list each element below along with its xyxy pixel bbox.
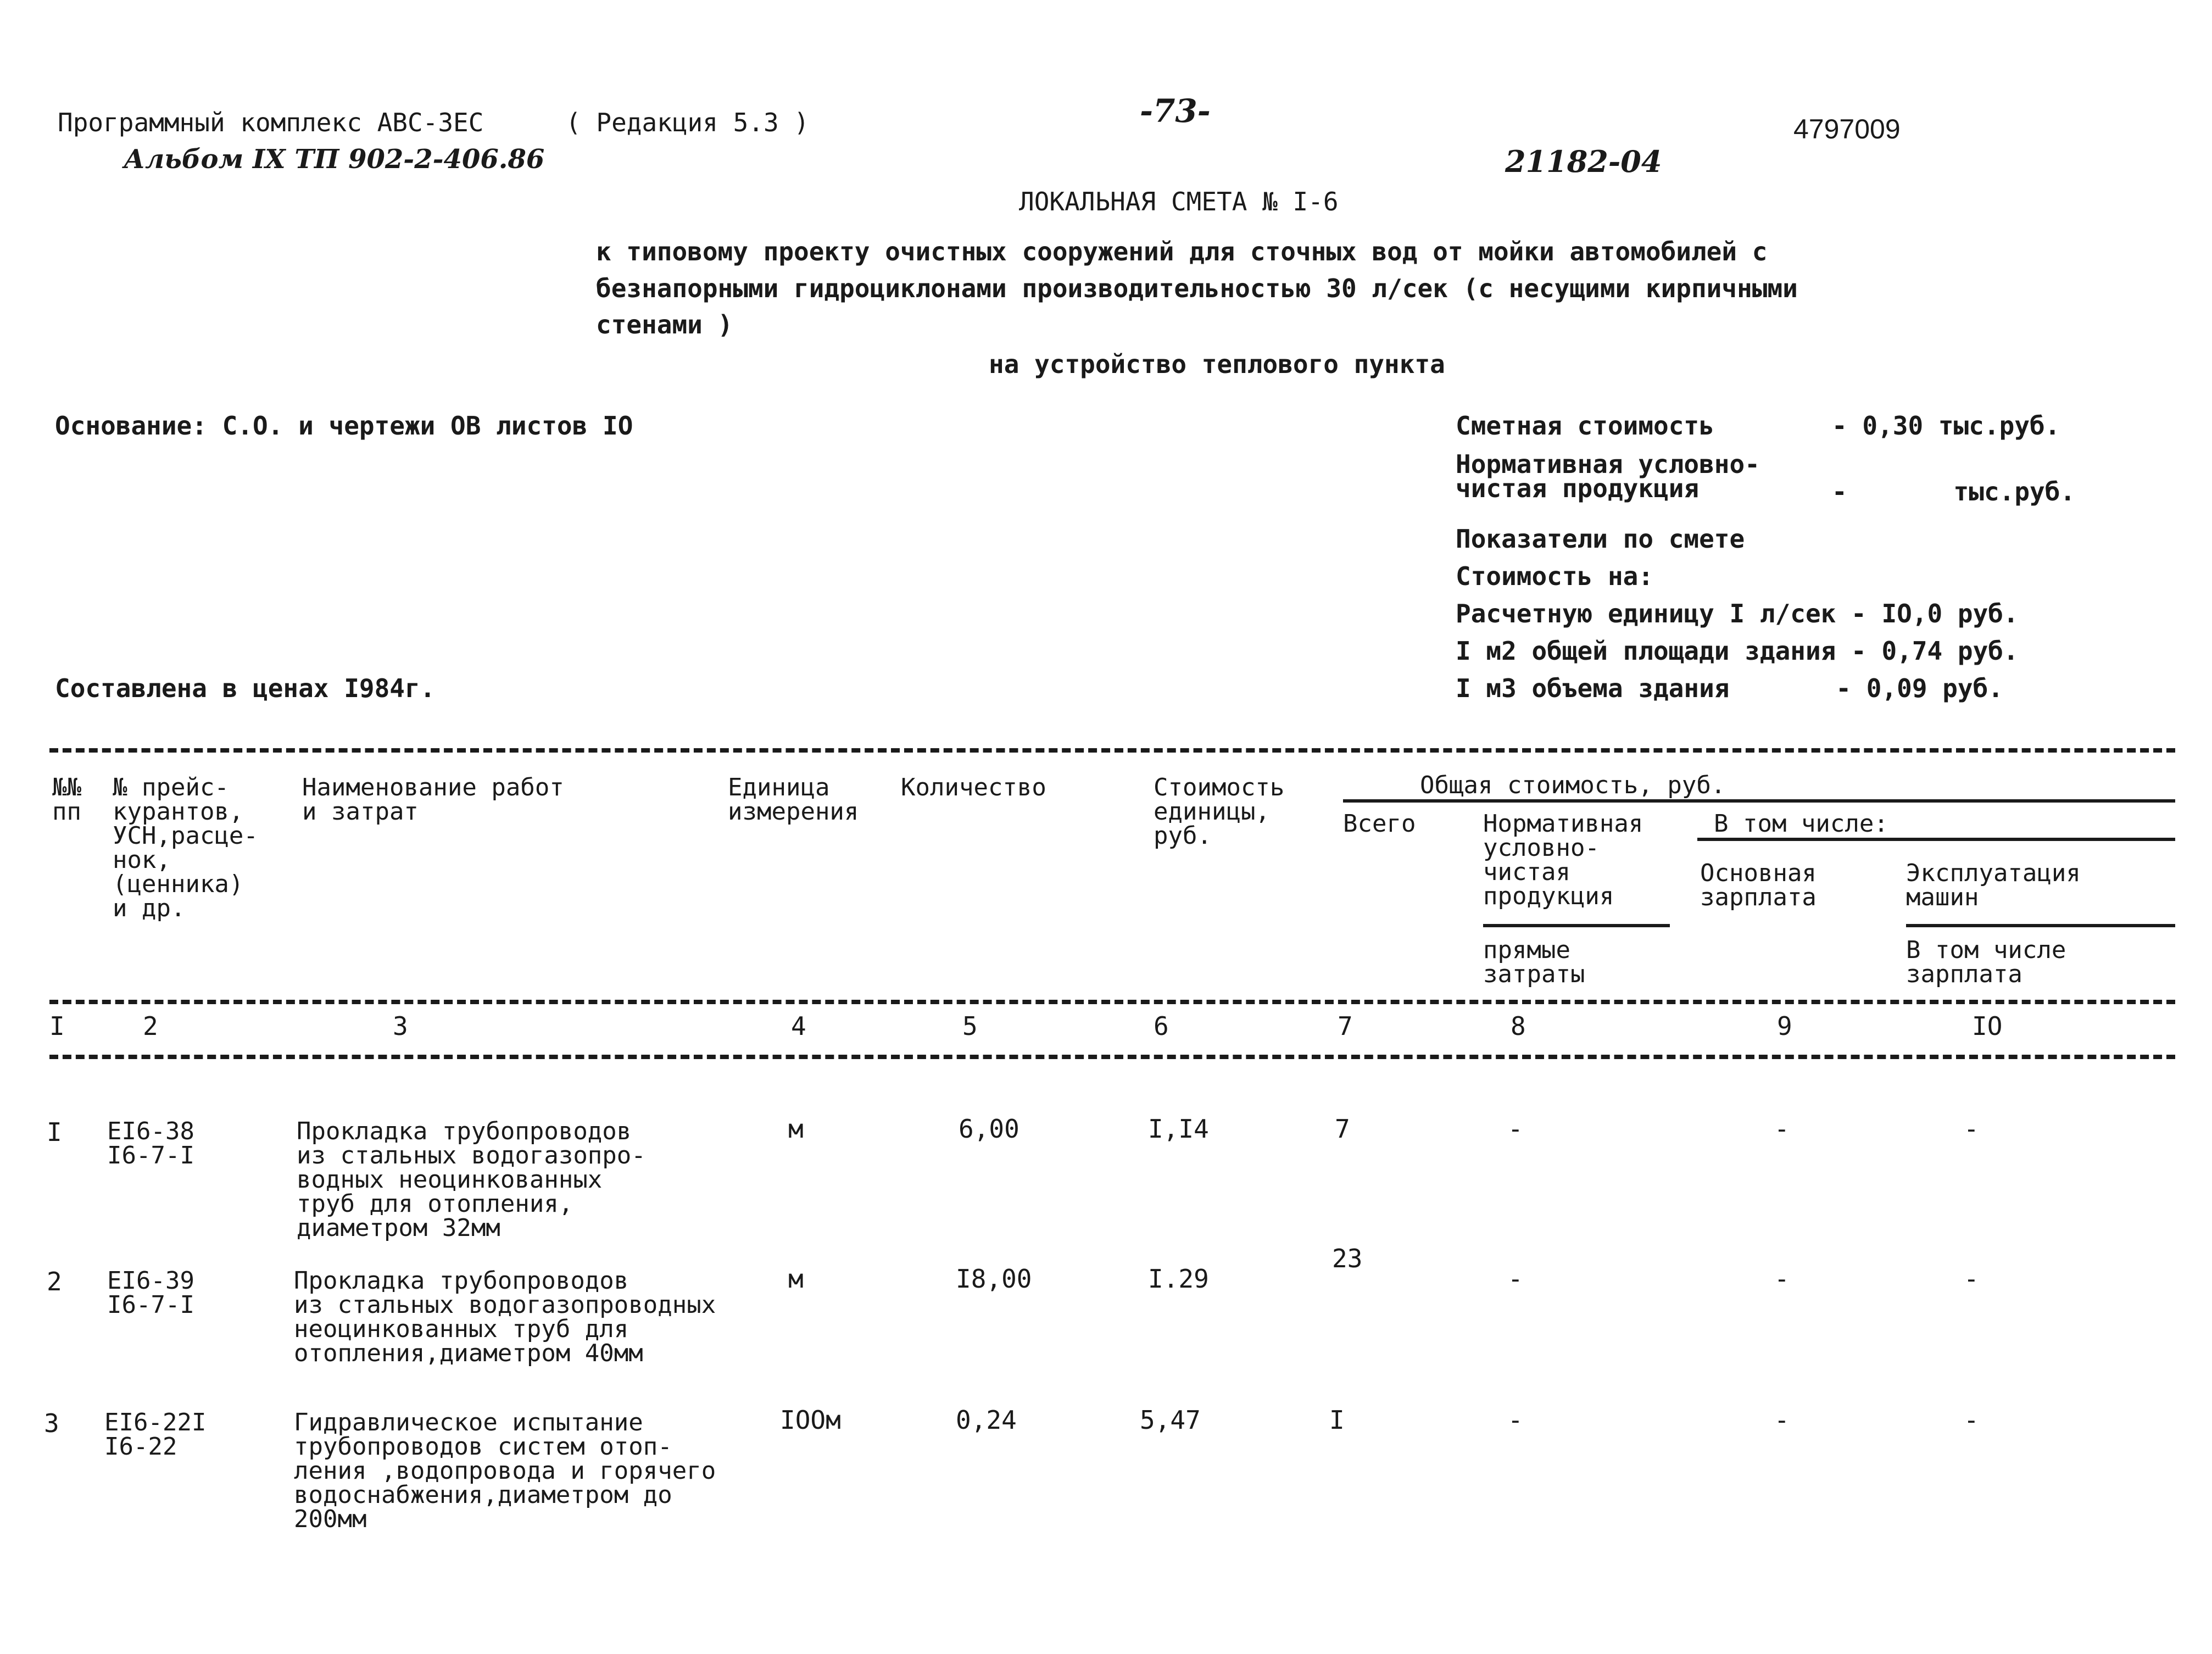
header-bottom-rule [49,1000,2175,1004]
row-2-salary: - [1774,1264,1790,1294]
col-number-10: IO [1972,1011,2003,1041]
row-3-unit-cost: 5,47 [1140,1405,1201,1435]
row-3-norm: - [1508,1405,1523,1435]
cost-on-label: Стоимость на: [1456,561,1654,591]
col-number-3: 3 [393,1011,408,1041]
total-group-rule [1343,799,2175,803]
row-3-number: 3 [44,1408,59,1438]
title-subject: на устройство теплового пункта [989,349,1445,379]
norm-rule [1483,924,1670,927]
numbers-bottom-rule [49,1055,2175,1059]
page-number: -73- [1140,92,1211,130]
row-1-salary: - [1774,1114,1790,1144]
header-machines-salary: В том числе зарплата [1906,936,2066,988]
norm-label-2: чистая продукция [1456,474,1700,503]
header-unit-cost: Стоимость единицы, руб. [1154,773,1285,850]
header-unit: Единица измерения [728,773,859,826]
cost-value: - 0,30 тыс.руб. [1832,411,2060,441]
col-number-2: 2 [143,1011,158,1041]
norm-label-1: Нормативная условно- [1456,449,1760,479]
row-3-total: I [1329,1405,1345,1435]
row-2-quantity: I8,00 [956,1264,1032,1294]
table-top-rule [49,748,2175,753]
row-2-machines: - [1964,1264,1979,1294]
header-including: В том числе: [1714,810,1888,838]
header-row-number: №№ пп [52,773,81,826]
indicator-per-unit: Расчетную единицу I л/сек - IO,0 руб. [1456,599,2019,628]
row-3-salary: - [1774,1405,1790,1435]
header-total-group: Общая стоимость, руб. [1420,771,1726,799]
document-title: ЛОКАЛЬНАЯ СМЕТА № I-6 [1019,187,1339,216]
row-2-total: 23 [1332,1244,1363,1273]
header-machines: Эксплуатация машин [1906,859,2081,911]
row-2-unit: м [788,1264,804,1294]
row-1-unit: м [788,1114,804,1144]
header-norm: Нормативная условно- чистая продукция [1483,810,1643,910]
row-1-total: 7 [1335,1114,1350,1144]
row-1-norm: - [1508,1114,1523,1144]
header-salary: Основная зарплата [1700,859,1817,911]
machines-rule [1906,924,2175,927]
title-line-2: безнапорными гидроциклонами производительностью 30 л/сек (с несущими кирпичными [596,274,1798,303]
header-total: Всего [1343,810,1416,838]
program-name: Программный комплекс АВС-ЗЕС [58,108,484,137]
header-price-list: № прейс- курантов, УСН,расце- нок, (ценника) и др. [113,773,258,922]
indicators-label: Показатели по смете [1456,524,1745,554]
inventory-number: 4797009 [1793,114,1901,144]
header-direct-costs: прямые затраты [1483,936,1585,988]
doc-code: 21182-04 [1505,144,1662,179]
row-3-unit: IOOм [780,1405,841,1435]
row-1-code: EI6-38 I6-7-I [107,1117,194,1170]
col-number-6: 6 [1154,1011,1169,1041]
indicator-per-m2: I м2 общей площади здания - 0,74 руб. [1456,636,2019,666]
col-number-5: 5 [962,1011,978,1041]
norm-value: - тыс.руб. [1832,477,2076,506]
row-1-number: I [47,1117,62,1147]
col-number-8: 8 [1511,1011,1526,1041]
col-number-4: 4 [791,1011,806,1041]
indicator-per-m3: I м3 объема здания - 0,09 руб. [1456,673,2003,703]
row-1-name: Прокладка трубопроводов из стальных водогазопро- водных неоцинкованных труб для отопления, диаметром 32мм [297,1117,646,1242]
row-1-quantity: 6,00 [959,1114,1019,1144]
album-handwritten: Альбом IX ТП 902-2-406.86 [124,144,545,175]
col-number-9: 9 [1777,1011,1792,1041]
edition: ( Редакция 5.3 ) [566,108,810,137]
col-number-7: 7 [1338,1011,1353,1041]
row-1-machines: - [1964,1114,1979,1144]
row-1-unit-cost: I,I4 [1148,1114,1209,1144]
row-2-code: EI6-39 I6-7-I [107,1267,194,1319]
basis: Основание: С.О. и чертежи ОВ листов IO [55,411,633,441]
row-2-norm: - [1508,1264,1523,1294]
price-level: Составлена в ценах I984г. [55,673,436,703]
row-3-name: Гидравлическое испытание трубопроводов систем отоп- ления ,водопровода и горячего водоснабжения,диаметром до 200мм [294,1408,716,1533]
cost-label: Сметная стоимость [1456,411,1714,441]
row-2-name: Прокладка трубопроводов из стальных водогазопроводных неоцинкованных труб для отопления,диаметром 40мм [294,1267,716,1367]
title-line-3: стенами ) [596,310,733,339]
title-line-1: к типовому проекту очистных сооружений для сточных вод от мойки автомобилей с [596,237,1768,266]
row-3-code: EI6-22I I6-22 [104,1408,207,1461]
row-3-quantity: 0,24 [956,1405,1017,1435]
row-2-number: 2 [47,1267,62,1296]
col-number-1: I [49,1011,65,1041]
header-work-name: Наименование работ и затрат [302,773,564,826]
header-quantity: Количество [901,773,1046,801]
incl-group-rule [1697,838,2175,841]
row-2-unit-cost: I.29 [1148,1264,1209,1294]
row-3-machines: - [1964,1405,1979,1435]
